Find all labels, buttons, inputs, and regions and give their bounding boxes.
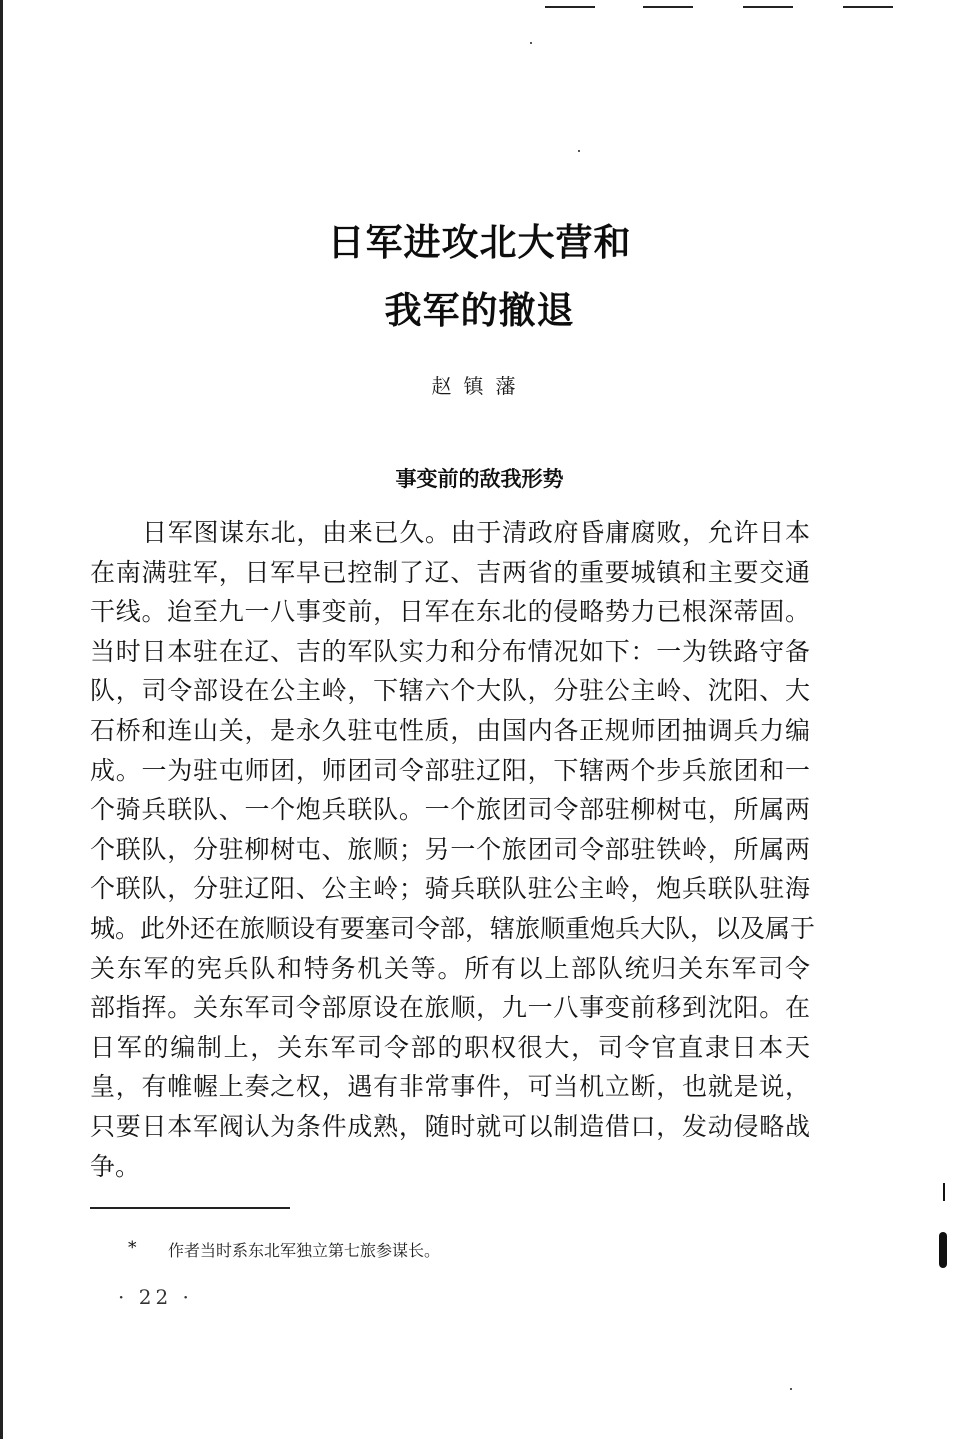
body-line: 成。一为驻屯师团，师团司令部驻辽阳，下辖两个步兵旅团和一	[90, 755, 810, 785]
body-line: 个骑兵联队、一个炮兵联队。一个旅团司令部驻柳树屯，所属两	[90, 795, 810, 825]
scan-speck	[578, 150, 580, 152]
author-name: 赵镇藩	[431, 374, 528, 398]
body-line: 干线。迨至九一八事变前，日军在东北的侵略势力已根深蒂固。	[90, 597, 810, 627]
scan-top-mark	[843, 6, 893, 8]
body-text	[90, 513, 816, 1186]
scan-right-mark	[943, 1183, 945, 1201]
scan-top-mark	[545, 6, 595, 8]
scan-speck	[790, 1388, 792, 1390]
page-number: · 22 ·	[118, 1285, 193, 1309]
body-line: 皇，有帷幄上奏之权，遇有非常事件，可当机立断，也就是说，	[90, 1072, 810, 1102]
article-title-line-2: 我军的撤退	[384, 289, 575, 332]
scan-right-blot	[939, 1232, 947, 1268]
body-line: 队，司令部设在公主岭，下辖六个大队，分驻公主岭、沈阳、大	[90, 676, 810, 706]
body-line: 城。此外还在旅顺设有要塞司令部，辖旅顺重炮兵大队，以及属于	[90, 913, 816, 943]
scan-speck	[530, 42, 532, 44]
footnote-text: 作者当时系东北军独立第七旅参谋长。	[168, 1241, 441, 1260]
body-line: 关东军的宪兵队和特务机关等。所有以上部队统归关东军司令	[90, 953, 810, 983]
body-line: 石桥和连山关，是永久驻屯性质，由国内各正规师团抽调兵力编	[90, 715, 810, 745]
body-line: 部指挥。关东军司令部原设在旅顺，九一八事变前移到沈阳。在	[90, 993, 810, 1023]
footnote-rule	[90, 1207, 290, 1209]
body-line: 个联队，分驻柳树屯、旅顺；另一个旅团司令部驻铁岭，所属两	[90, 834, 810, 864]
body-line: 在南满驻军，日军早已控制了辽、吉两省的重要城镇和主要交通	[90, 557, 810, 587]
body-line: 日军的编制上，关东军司令部的职权很大，司令官直隶日本天	[90, 1032, 810, 1062]
body-line: 争。	[90, 1151, 141, 1181]
scan-top-mark	[643, 6, 693, 8]
body-line: 当时日本驻在辽、吉的军队实力和分布情况如下：一为铁路守备	[90, 636, 810, 666]
scan-top-mark	[743, 6, 793, 8]
body-line: 日军图谋东北，由来已久。由于清政府昏庸腐败，允许日本	[142, 518, 810, 547]
section-heading: 事变前的敌我形势	[395, 467, 564, 491]
footnote-marker: *	[128, 1238, 137, 1258]
body-line: 个联队，分驻辽阳、公主岭；骑兵联队驻公主岭，炮兵联队驻海	[90, 874, 810, 904]
body-line: 只要日本军阀认为条件成熟，随时就可以制造借口，发动侵略战	[90, 1111, 810, 1141]
article-title-line-1: 日军进攻北大营和	[327, 221, 632, 264]
